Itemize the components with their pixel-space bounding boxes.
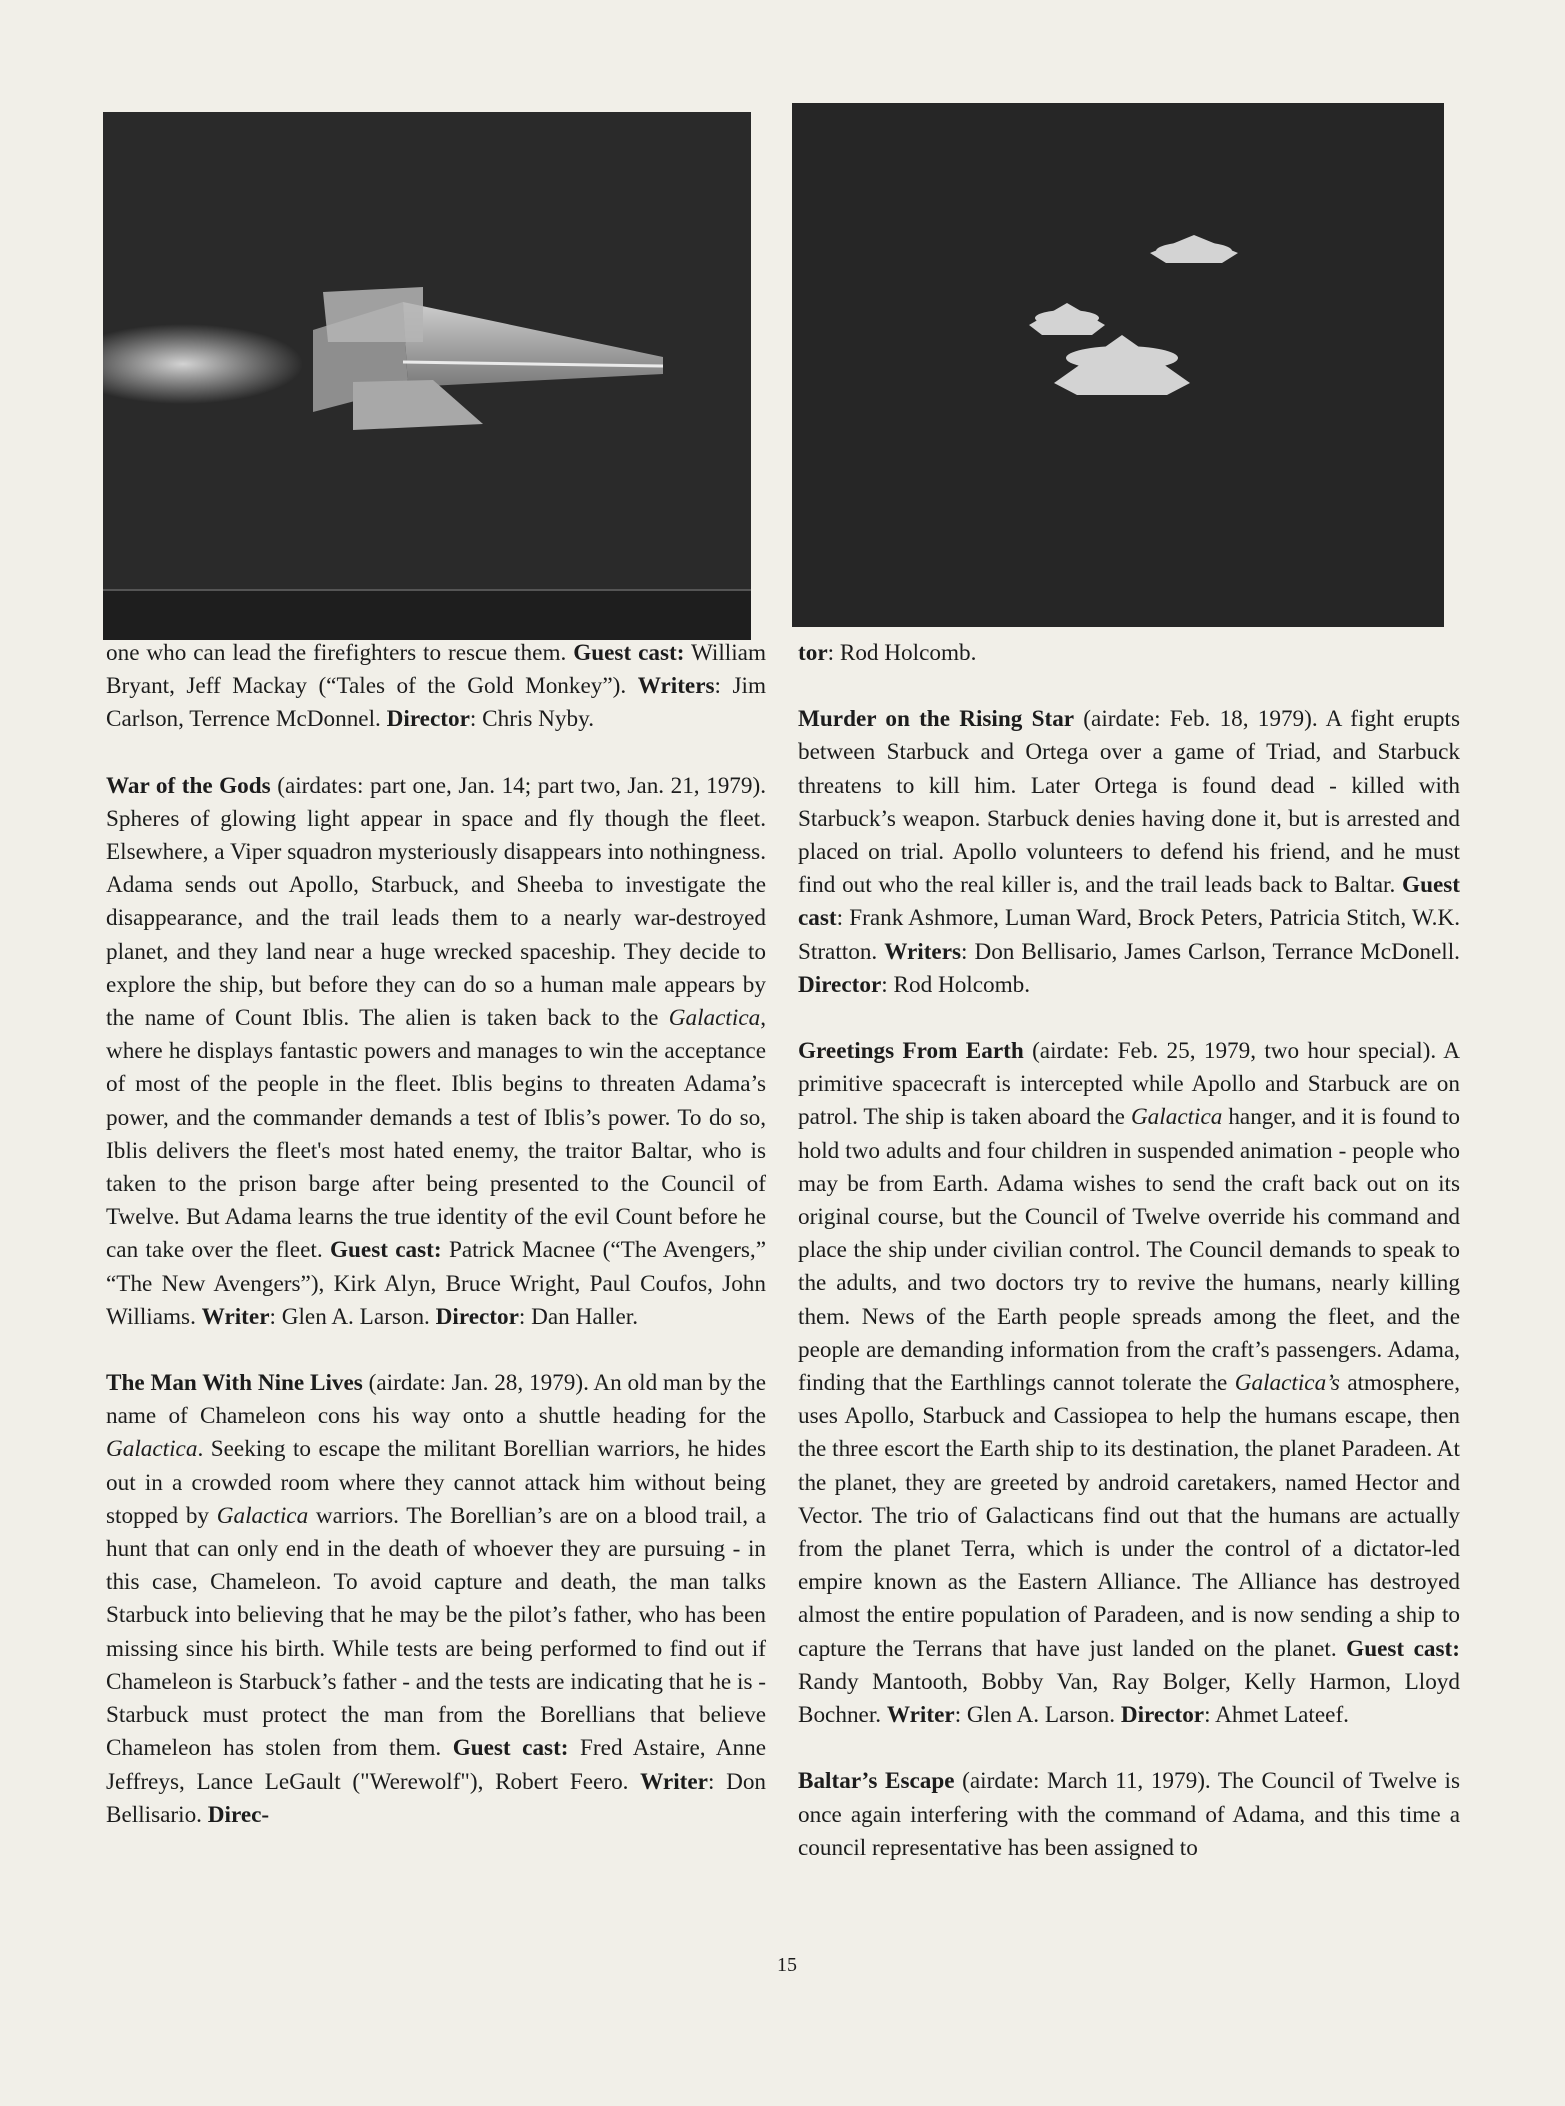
text-run: : Ahmet Lateef. <box>1204 1702 1349 1729</box>
episode-war-of-the-gods <box>106 770 766 1334</box>
text-run: , where he displays fantastic powers and manages to win the acceptance of most of the people in the fleet. Iblis begins to threaten Adama’s power, and the commander demands a test of Iblis’s power. To do so, Iblis delivers the fleet's most hated enemy, the traitor Baltar, who is taken to the prison barge after being presented to the Council of Twelve. But Adama learns the true identity of the evil Count before he can take over the fleet. <box>106 1005 766 1264</box>
text-run: Patrick Macnee (“The Avengers,” “The New Avengers”), Kirk Alyn, Bruce Wright, Paul Coufos, John Williams. <box>106 1237 767 1330</box>
text-run: : Glen A. Larson. <box>269 1303 436 1330</box>
cylon-raiders-photo <box>792 103 1444 627</box>
text-run: : Glen A. Larson. <box>954 1702 1121 1729</box>
text-run: atmosphere, uses Apollo, Starbuck and Cassiopea to help the humans escape, then the three escort the Earth ship to its destination, the planet Paradeen. At the planet, they are greeted by android caretakers, named Hector and Vector. The trio of Galacticans find out that the humans are actually from the planet Terra, which is under the control of a dictator-led empire known as the Eastern Alliance. The Alliance has destroyed almost the entire population of Paradeen, and is now sending a ship to capture the Terrans that have just landed on the planet. <box>798 1370 1460 1662</box>
bold-run: Writers <box>637 673 715 700</box>
text-run: William Bryant, Jeff Mackay (“Tales of the Gold Monkey”). <box>106 640 767 700</box>
page-number: 15 <box>777 1954 797 1976</box>
bold-run: Director <box>1120 1702 1205 1729</box>
episode-baltars-escape <box>798 1765 1460 1865</box>
bold-run: Writer <box>886 1702 955 1729</box>
text-run: : Dan Haller. <box>518 1303 639 1330</box>
italic-run: Galactica <box>216 1502 309 1529</box>
text-run: : Frank Ashmore, Luman Ward, Brock Peters, Patricia Stitch, W.K. Stratton. <box>798 905 1460 965</box>
bold-run: Guest cast <box>798 872 1460 932</box>
right-text-column <box>798 637 1460 1865</box>
episode-man-with-nine-lives <box>106 1367 766 1832</box>
text-run: : Chris Nyby. <box>469 706 594 733</box>
text-run: : Rod Holcomb. <box>827 640 977 666</box>
text-run: one who can lead the firefighters to rescue them. <box>106 640 574 666</box>
bold-run: Guest cast: <box>573 640 685 666</box>
text-run: : Don Bellisario. <box>106 1768 767 1828</box>
text-run: (airdate: March 11, 1979). The Council of Twelve is once again interfering with the command of Adama, and this time a council representative has been assigned to <box>798 1768 1460 1861</box>
bold-run: Greetings From Earth <box>798 1038 1024 1065</box>
text-run: (airdates: part one, Jan. 14; part two, Jan. 21, 1979). Spheres of glowing light appear in space and fly though the fleet. Elsewhere, a Viper squadron mysteriously disappears into nothingness. Adama sends out Apollo, Starbuck, and Sheeba to investigate the disappearance, and the trail leads them to a nearly war-destroyed planet, and they land near a huge wrecked spaceship. They decide to explore the ship, but before they can do so a human male appears by the name of Count Iblis. The alien is taken back to the <box>106 772 766 1032</box>
text-run: : Rod Holcomb. <box>881 971 1031 998</box>
bold-run: Writer <box>201 1303 270 1330</box>
intro-paragraph-left <box>106 637 766 737</box>
bold-run: Director <box>798 971 882 998</box>
bold-run: Director <box>435 1303 519 1330</box>
text-run: hanger, and it is found to hold two adults and four children in suspended animation - people who may be from Earth. Adama wishes to send the craft back out on its original course, but the Council of Twelve override his command and place the ship under civilian control. The Council demands to speak to the adults, and two doctors try to revive the humans, nearly killing them. News of the Earth people spreads among the fleet, and the people are demanding information from the craft’s passengers. Adama, finding that the Earthlings cannot tolerate the <box>798 1104 1461 1397</box>
text-run: : Don Bellisario, James Carlson, Terrance McDonell. <box>961 938 1460 965</box>
italic-run: Galactica <box>1130 1104 1223 1131</box>
bold-run: Guest cast: <box>329 1237 442 1264</box>
text-run: Fred Astaire, Anne Jeffreys, Lance LeGault ("Werewolf"), Robert Feero. <box>106 1735 766 1795</box>
italic-run: Galactica’s <box>1234 1370 1340 1397</box>
text-run: Randy Mantooth, Bobby Van, Ray Bolger, Kelly Harmon, Lloyd Bochner. <box>798 1668 1460 1729</box>
bold-run: Writer <box>640 1768 708 1795</box>
text-run: warriors. The Borellian’s are on a blood trail, a hunt that can only end in the death of whoever they are pursuing - in this case, Chameleon. To avoid capture and death, the man talks Starbuck into believing that he may be the pilot’s father, who has been missing since his birth. While tests are being performed to find out if Chameleon is Starbuck’s father - and the tests are indicating that he is - Starbuck must protect the man from the Borellians that believe Chameleon has stolen from them. <box>106 1502 767 1762</box>
text-run: (airdate: Feb. 25, 1979, two hour special). A primitive spacecraft is intercepted while Apollo and Starbuck are on patrol. The ship is taken aboard the <box>798 1038 1460 1131</box>
bold-run: Direc- <box>207 1801 270 1828</box>
italic-run: Galactica <box>668 1005 761 1032</box>
bold-run: Director <box>386 706 470 733</box>
text-run: : Jim Carlson, Terrence McDonnel. <box>106 673 766 733</box>
bold-run: War of the Gods <box>106 772 271 799</box>
intro-paragraph-right <box>798 637 1460 670</box>
bold-run: Guest cast: <box>1346 1635 1460 1662</box>
viper-spaceship-photo <box>103 112 751 640</box>
bold-run: Guest cast: <box>452 1735 569 1762</box>
left-text-column <box>106 637 766 1832</box>
text-run: . Seeking to escape the militant Borellian warriors, he hides out in a crowded room where they cannot attack him without being stopped by <box>106 1436 766 1529</box>
episode-murder-on-rising-star <box>798 703 1460 1002</box>
italic-run: Galactica <box>106 1436 198 1463</box>
bold-run: Murder on the Rising Star <box>798 706 1075 733</box>
bold-run: The Man With Nine Lives <box>106 1370 363 1397</box>
bold-run: Baltar’s Escape <box>798 1768 955 1795</box>
bold-run: tor <box>798 640 828 666</box>
text-run: (airdate: Feb. 18, 1979). A fight erupts between Starbuck and Ortega over a game of Triad, and Starbuck threatens to kill him. Later Ortega is found dead - killed with Starbuck’s weapon. Starbuck denies having done it, but is arrested and placed on trial. Apollo volunteers to defend his friend, and he must find out who the real killer is, and the trail leads back to Baltar. <box>798 706 1460 899</box>
text-run: (airdate: Jan. 28, 1979). An old man by the name of Chameleon cons his way onto a shuttle heading for the <box>106 1370 766 1430</box>
bold-run: Writers <box>884 938 962 965</box>
episode-greetings-from-earth <box>798 1035 1460 1732</box>
